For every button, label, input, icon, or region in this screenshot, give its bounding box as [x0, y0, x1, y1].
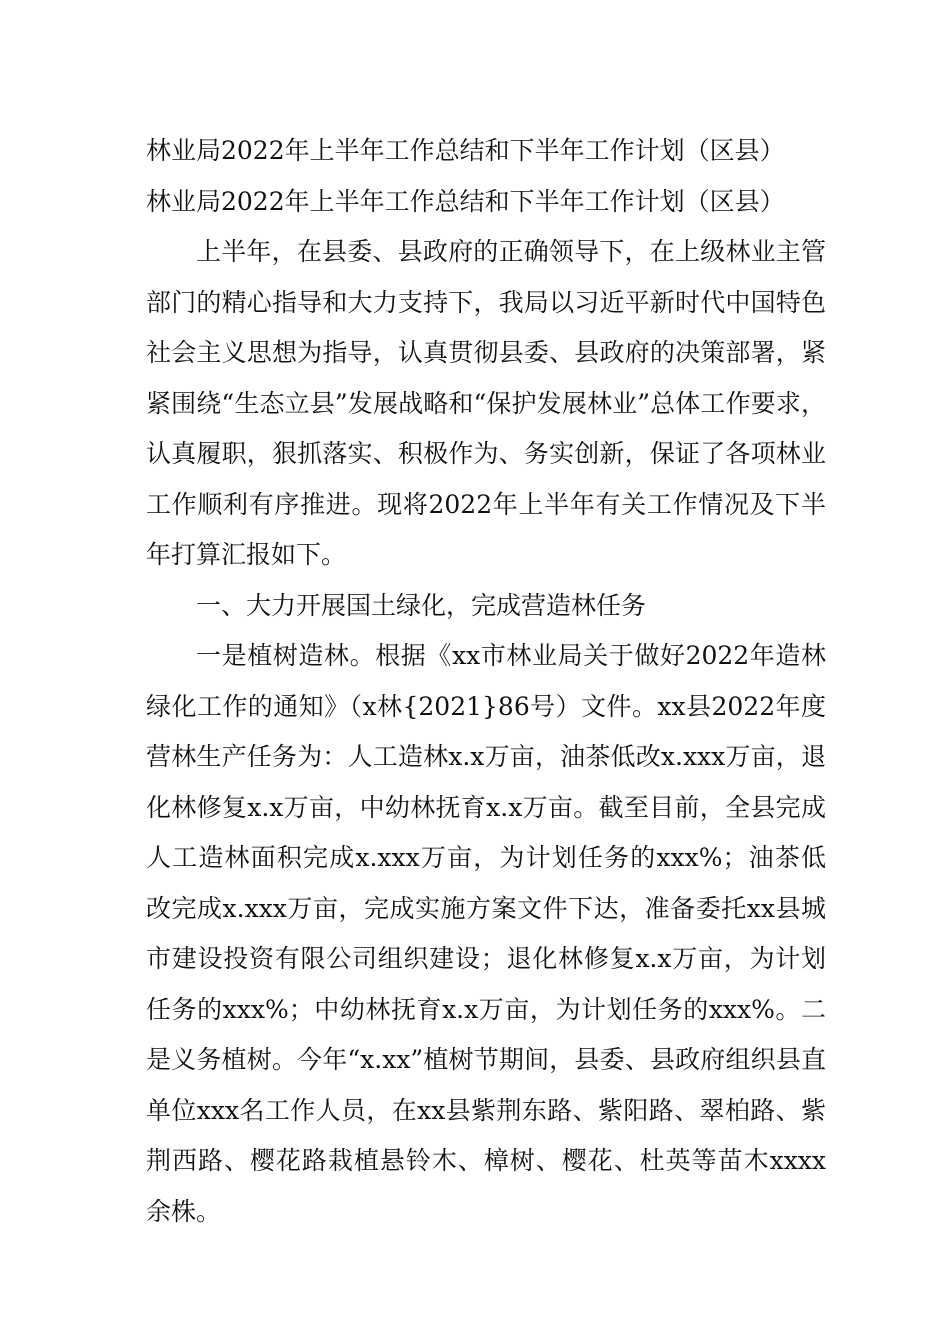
- document-title-line-2: 林业局2022年上半年工作总结和下半年工作计划（区县）: [146, 186, 785, 216]
- document-body: [146, 126, 826, 1237]
- intro-paragraph: 上半年，在县委、县政府的正确领导下，在上级林业主管部门的精心指导和大力支持下，我局以习近平新时代中国特色社会主义思想为指导，认真贯彻县委、县政府的决策部署，紧紧围绕“生态立县”发展战略和“保护发展林业”总体工作要求，认真履职，狠抓落实、积极作为、务实创新，保证了各项林业工作顺利有序推进。现将2022年上半年有关工作情况及下半年打算汇报如下。: [146, 237, 826, 569]
- document-title-line-1: 林业局2022年上半年工作总结和下半年工作计划（区县）: [146, 136, 785, 165]
- section-1-paragraph: 一是植树造林。根据《xx市林业局关于做好2022年造林绿化工作的通知》（x林{2021}86号）文件。xx县2022年度营林生产任务为：人工造林x.x万亩，油茶低改x.xxx万亩，退化林修复x.x万亩，中幼林抚育x.x万亩。截至目前，全县完成人工造林面积完成x.xxx万亩，为计划任务的xxx%；油茶低改完成x.xxx万亩，完成实施方案文件下达，准备委托xx县城市建设投资有限公司组织建设；退化林修复x.x万亩，为计划任务的xxx%；中幼林抚育x.x万亩，为计划任务的xxx%。二是义务植树。今年“x.xx”植树节期间，县委、县政府组织县直单位xxx名工作人员，在xx县紫荆东路、紫阳路、翠柏路、紫荆西路、樱花路栽植悬铃木、樟树、樱花、杜英等苗木xxxx余株。: [146, 641, 826, 1226]
- section-heading-1: 一、大力开展国土绿化，完成营造林任务: [196, 590, 647, 620]
